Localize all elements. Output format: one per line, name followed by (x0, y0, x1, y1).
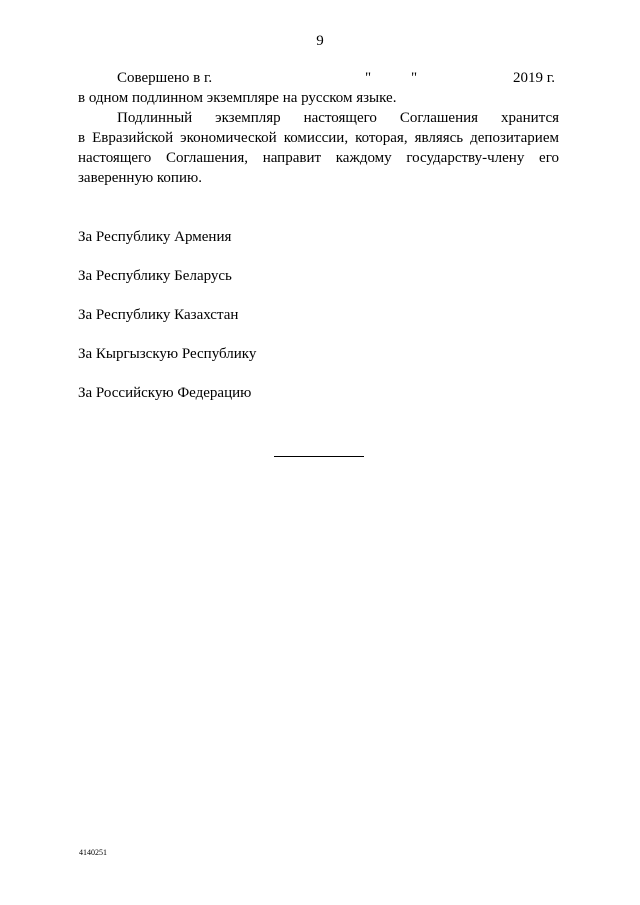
signatory-kyrgyzstan: За Кыргызскую Республику (78, 346, 257, 362)
paragraph-line: в Евразийской экономической комиссии, которая, являясь депозитарием (78, 130, 559, 146)
quote-close: " (411, 70, 418, 86)
signatory-armenia: За Республику Армения (78, 229, 232, 245)
page-number: 9 (316, 33, 324, 49)
done-prefix: Совершено в г. (117, 70, 213, 86)
paragraph-line: Подлинный экземпляр настоящего Соглашения хранится (117, 110, 559, 126)
signatory-belarus: За Республику Беларусь (78, 268, 232, 284)
quote-open: " (365, 70, 372, 86)
end-rule (274, 456, 364, 457)
paragraph-line: настоящего Соглашения, направит каждому государству-члену его (78, 150, 559, 166)
paragraph-line: в одном подлинном экземпляре на русском языке. (78, 90, 397, 106)
document-code: 4140251 (79, 848, 107, 857)
signatory-kazakhstan: За Республику Казахстан (78, 307, 239, 323)
paragraph-line: заверенную копию. (78, 170, 202, 186)
signatory-russia: За Российскую Федерацию (78, 385, 252, 401)
done-year: 2019 г. (513, 70, 555, 86)
